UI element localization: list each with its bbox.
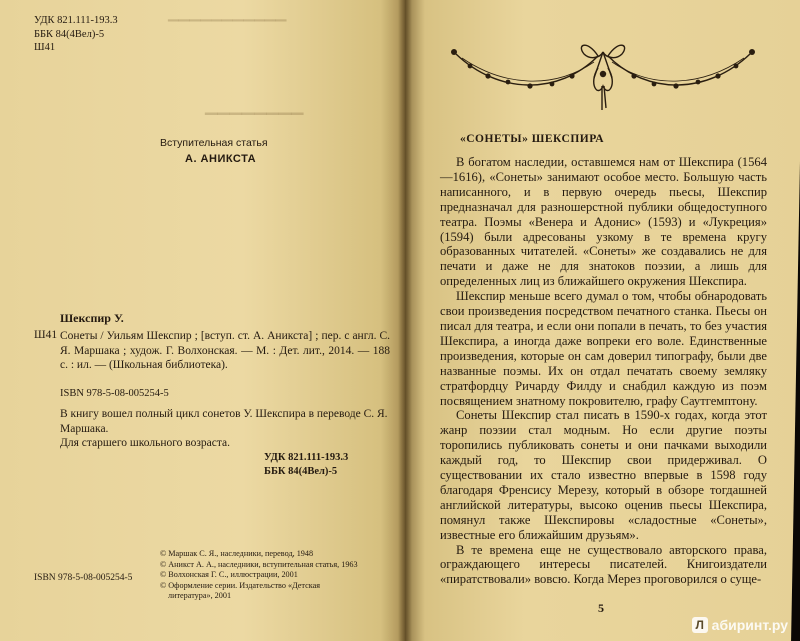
paragraph: Сонеты Шекспир стал писать в 1590-х годах, когда этот жанр поэзии стал модным. Но если другие поэты торопились публиковать сонеты и они пачками выходили каждый год, то Шекспир свои придерживал. О существовании их стало известно впервые в 1598 году благодаря Френсису Мерезу, который в обзоре тогдашней английской литературы, высоко оценив пьесы Шекспира, помянул также Шекспировы «сладостные «Сонеты», известные его ближайшим друзьям». [440,408,767,542]
intro-caption: Вступительная статья [160,137,268,149]
labirint-logo-icon: Л [692,617,708,633]
essay-text [440,155,767,587]
watermark-text: абиринт.ру [711,617,788,633]
copyright-block: © Маршак С. Я., наследники, перевод, 1948 © Аникст А. А., наследники, вступительная статья, 1963 © Волхонская Г. С., иллюстрации, 2001 © Оформление серии. Издательство «Детская литература», 2001 [160,549,358,601]
bib-author: Шекспир У. [60,311,124,325]
paragraph: В те времена еще не существовало авторского права, ограждающего интересы писателей. Книгоиздатели «пиратствовали» вовсю. Когда Мерез проговорился о суще- [440,542,767,587]
chapter-title: «СОНЕТЫ» ШЕКСПИРА [460,133,605,145]
isbn-bottom: ISBN 978-5-08-005254-5 [34,573,133,583]
udk-right: УДК 821.111-193.3 ББК 84(4Вел)-5 [264,452,349,477]
page-number: 5 [598,601,604,615]
labirint-watermark [692,617,788,633]
isbn-mid: ISBN 978-5-08-005254-5 [60,388,169,399]
show-through-text: ▁▁▁▁▁▁▁▁▁▁▁ [168,7,287,22]
udk-block: УДК 821.111-193.3 ББК 84(4Вел)-5 Ш41 [34,15,118,53]
paragraph: В богатом наследии, оставшемся нам от Шекспира (1564—1616), «Сонеты» занимают особое место. Большую часть написанного, и в первую очередь пьесы, Шекспир предназначал для разношерстной публики общедоступного театра. Поэмы «Венера и Адонис» (1593) и «Лукреция» (1594) были адресованы узкому в те времена кругу образованных читателей. «Сонеты» же создавались не для печати и даже не для знатоков поэзии, а лишь для определенных лиц из ближайшего окружения Шекспира. [440,155,767,289]
show-through-text: ▁▁▁▁▁▁▁▁ [205,98,304,115]
book-gutter [398,0,412,641]
ornament-garland-icon [448,34,758,112]
bib-code: Ш41 [34,329,58,341]
paragraph: Шекспир меньше всего думал о том, чтобы обнародовать свои произведения посредством печатного станка. Пьесы он писал для театра, и если они попали в печать, то без участия Шекспира, а иногда даже вопреки его воле. Единственные произведения, которые он сам доверил типографу, были две названные поэмы. Их он отдал печатать своему земляку стратфордцу Ричарду Филду и снабдил каждую из поэм посвящением знатному покровителю, графу Саутгемптону. [440,289,767,408]
bib-description: Сонеты / Уильям Шекспир ; [вступ. ст. А. Аникста] ; пер. с англ. С. Я. Маршака ; худож. Г. Волхонская. — М. : Дет. лит., 2014. — 188 с. : ил. — (Школьная библиотека). [60,330,390,371]
annotation: В книгу вошел полный цикл сонетов У. Шекспира в переводе С. Я. Маршака. Для старшего школьного возраста. [60,408,388,449]
intro-author: А. АНИКСТА [185,153,257,165]
